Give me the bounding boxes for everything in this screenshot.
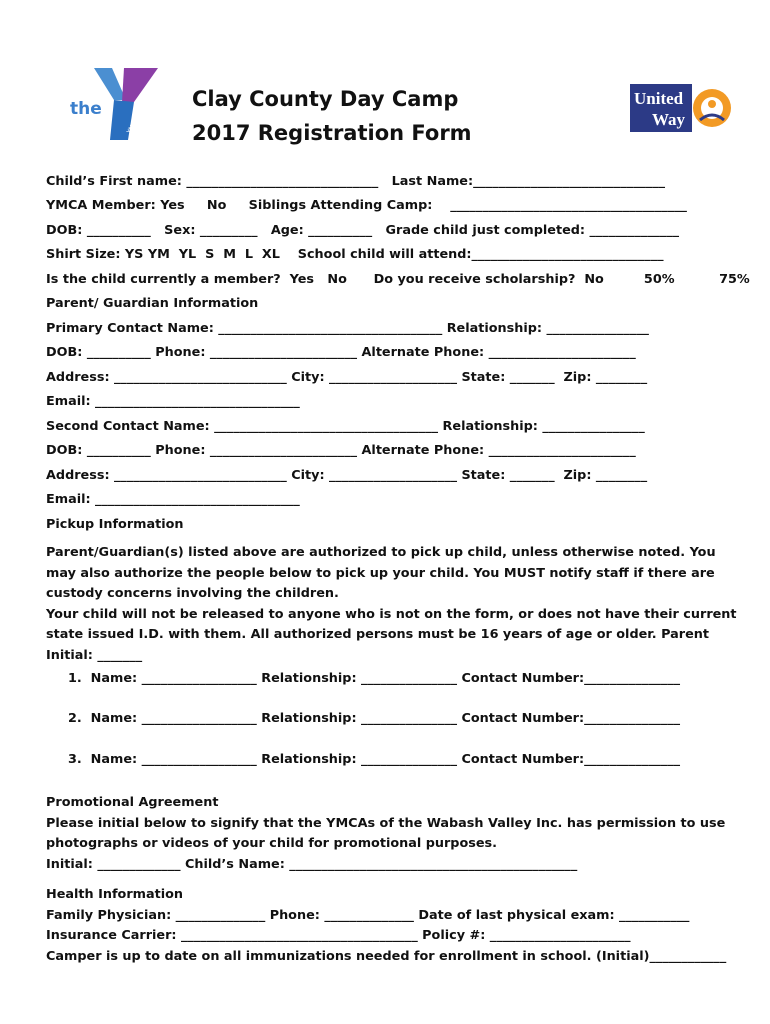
pickup-line-2: may also authorize the people below to pick up your child. You MUST notify staff if there are (46, 565, 715, 581)
promotional-agreement (46, 793, 726, 875)
second-address-row: Address: ___________________________ City: ____________________ State: _______ Zip: ________ (46, 468, 648, 483)
promo-heading: Promotional Agreement (46, 795, 219, 810)
insurance-row: Insurance Carrier: _____________________________________ Policy #: ______________________ (46, 928, 631, 943)
health-heading: Health Information (46, 887, 184, 902)
ymca-logo (66, 62, 166, 142)
second-email-row: Email: ________________________________ (46, 492, 300, 507)
second-contact-row: Second Contact Name: ___________________________________ Relationship: ________________ (46, 419, 645, 434)
title-line-1: Clay County Day Camp (192, 87, 459, 111)
membership-scholarship-row: Is the child currently a member? Yes No Do you receive scholarship? No 50% 75% (46, 272, 750, 287)
title-line-2: 2017 Registration Form (192, 121, 472, 145)
united-way-line2: Way (652, 110, 686, 129)
shirt-size-row: Shirt Size: YS YM YL S M L XL School child will attend:______________________________ (46, 247, 664, 262)
child-name-row: Child’s First name: ______________________________ Last Name:______________________________ (46, 174, 666, 189)
physician-row: Family Physician: ______________ Phone: ______________ Date of last physical exam: ___________ (46, 907, 690, 923)
second-dob-phone-row: DOB: __________ Phone: _______________________ Alternate Phone: _______________________ (46, 443, 636, 458)
united-way-logo (630, 84, 734, 132)
pickup-line-5: state issued I.D. with them. All authorized persons must be 16 years of age or older. Parent (46, 627, 709, 642)
ymca-logo-tag: YMCA (125, 116, 141, 135)
promo-initial-row: Initial: _____________ Child’s Name: _____________________________________________ (46, 856, 578, 872)
health-information (46, 885, 726, 967)
pickup-person-1: 1. Name: __________________ Relationship: _______________ Contact Number:_______________ (68, 671, 681, 686)
pickup-line-6: Initial: _______ (46, 647, 143, 663)
primary-email-row: Email: ________________________________ (46, 394, 300, 409)
immunization-row: Camper is up to date on all immunizations needed for enrollment in school. (Initial)____________ (46, 948, 727, 964)
ymca-logo-the: the (70, 99, 102, 119)
promo-line-1: Please initial below to signify that the YMCAs of the Wabash Valley Inc. has permission to use (46, 815, 726, 831)
pickup-line-1: Parent/Guardian(s) listed above are authorized to pick up child, unless otherwise noted. You (46, 545, 716, 560)
pickup-person-2: 2. Name: __________________ Relationship: _______________ Contact Number:_______________ (68, 711, 681, 726)
pickup-person-3: 3. Name: __________________ Relationship: _______________ Contact Number:_______________ (68, 752, 681, 767)
dob-sex-age-row: DOB: __________ Sex: _________ Age: __________ Grade child just completed: ______________ (46, 223, 680, 238)
ymca-member-row: YMCA Member: Yes No Siblings Attending Camp: _____________________________________ (46, 198, 687, 213)
promo-line-2: photographs or videos of your child for promotional purposes. (46, 836, 498, 851)
pickup-heading: Pickup Information (46, 517, 184, 532)
primary-contact-row: Primary Contact Name: ___________________________________ Relationship: ________________ (46, 321, 649, 336)
page-title (192, 82, 472, 150)
parent-guardian-heading: Parent/ Guardian Information (46, 296, 259, 311)
primary-dob-phone-row: DOB: __________ Phone: _______________________ Alternate Phone: _______________________ (46, 345, 636, 360)
united-way-line1: United (634, 89, 684, 108)
pickup-line-4: Your child will not be released to anyone who is not on the form, or does not have their current (46, 606, 737, 622)
pickup-line-3: custody concerns involving the children. (46, 586, 339, 601)
pickup-paragraph (46, 543, 737, 666)
primary-address-row: Address: ___________________________ City: ____________________ State: _______ Zip: ________ (46, 370, 648, 385)
